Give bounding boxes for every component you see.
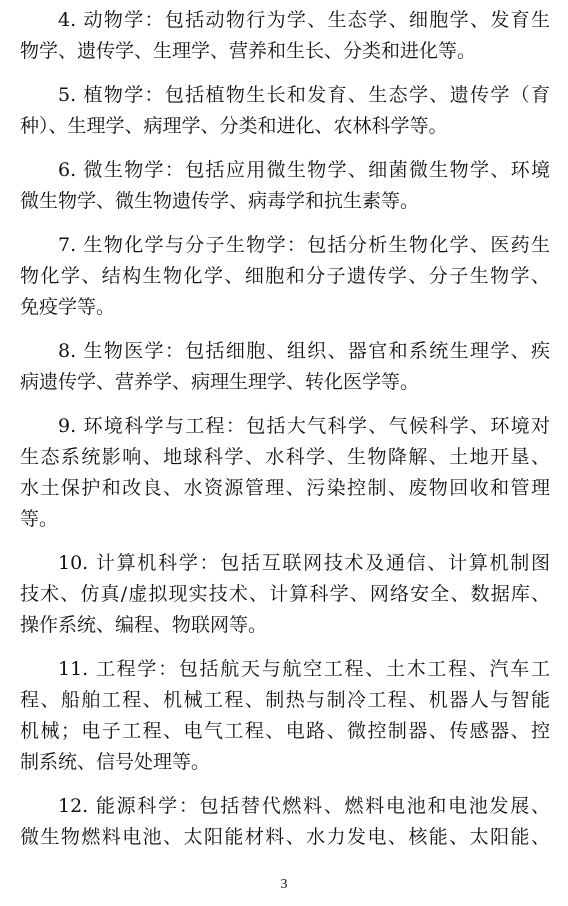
text-line: 技术、仿真/虚拟现实技术、计算科学、网络安全、数据库、 [20, 583, 550, 605]
text-line: 等。 [20, 508, 59, 530]
text-line: 种）、生理学、病理学、分类和进化、农林科学等。 [20, 115, 448, 137]
list-item-biomedicine [20, 336, 550, 398]
text-line: 7. 生物化学与分子生物学：包括分析生物化学、医药生 [58, 234, 550, 256]
list-item-engineering [20, 654, 550, 778]
text-line: 12. 能源科学：包括替代燃料、燃料电池和电池发展、 [58, 795, 550, 817]
text-line: 6. 微生物学：包括应用微生物学、细菌微生物学、环境 [58, 159, 550, 181]
text-line: 10. 计算机科学：包括互联网技术及通信、计算机制图 [58, 552, 550, 574]
text-line: 程、船舶工程、机械工程、制热与制冷工程、机器人与智能 [20, 689, 550, 711]
text-line: 5. 植物学：包括植物生长和发育、生态学、遗传学（育 [58, 84, 550, 106]
text-line: 病遗传学、营养学、病理生理学、转化医学等。 [20, 371, 420, 393]
text-line: 制系统、信号处理等。 [20, 751, 211, 773]
document-body [20, 5, 550, 853]
page-number: 3 [280, 877, 288, 892]
text-line: 微生物学、微生物遗传学、病毒学和抗生素等。 [20, 190, 420, 212]
text-line: 水土保护和改良、水资源管理、污染控制、废物回收和管理 [20, 477, 550, 499]
list-item-microbiology [20, 155, 550, 217]
text-line: 微生物燃料电池、太阳能材料、水力发电、核能、太阳能、 [20, 826, 550, 848]
text-line: 操作系统、编程、物联网等。 [20, 614, 268, 636]
text-line: 11. 工程学：包括航天与航空工程、土木工程、汽车工 [58, 658, 550, 680]
list-item-energy-science [20, 791, 550, 853]
text-line: 机械；电子工程、电气工程、电路、微控制器、传感器、控 [20, 720, 550, 742]
list-item-environmental-science [20, 411, 550, 535]
text-line: 免疫学等。 [20, 296, 116, 318]
list-item-zoology [20, 5, 550, 67]
text-line: 物学、遗传学、生理学、营养和生长、分类和进化等。 [20, 40, 477, 62]
list-item-botany [20, 80, 550, 142]
text-line: 物化学、结构生物化学、细胞和分子遗传学、分子生物学、 [20, 265, 550, 287]
text-line: 9. 环境科学与工程：包括大气科学、气候科学、环境对 [58, 415, 550, 437]
text-line: 4. 动物学：包括动物行为学、生态学、细胞学、发育生 [58, 9, 550, 31]
text-line: 8. 生物医学：包括细胞、组织、器官和系统生理学、疾 [58, 340, 550, 362]
list-item-computer-science [20, 548, 550, 641]
text-line: 生态系统影响、地球科学、水科学、生物降解、土地开垦、 [20, 446, 550, 468]
list-item-biochemistry [20, 230, 550, 323]
